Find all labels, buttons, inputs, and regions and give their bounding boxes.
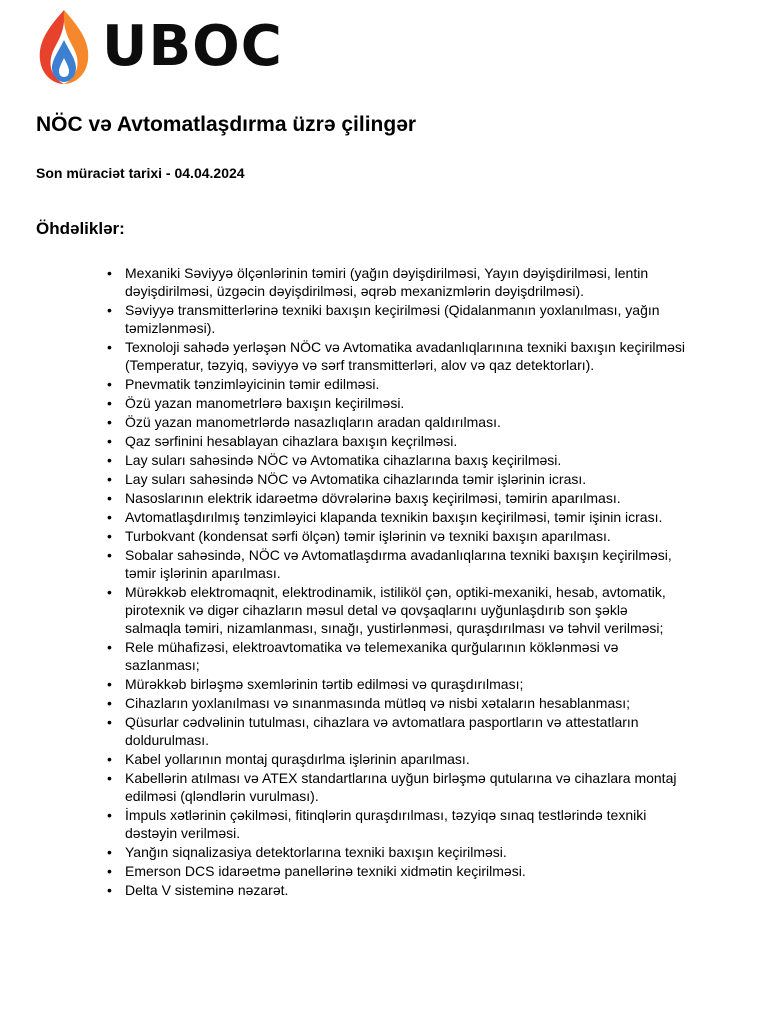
list-item (107, 750, 687, 768)
list-item-text: Emerson DCS idarəetmə panellərinə texniki xidmətin keçirilməsi. (125, 863, 526, 879)
list-item-text: Avtomatlaşdırılmış tənzimləyici klapanda texnikin baxışın keçirilməsi, təmir işinin icrası. (125, 509, 663, 525)
list-item (107, 546, 687, 582)
list-item-text: Özü yazan manometrlərə baxışın keçirilməsi. (125, 395, 405, 411)
list-item (107, 806, 687, 842)
list-item-text: İmpuls xətlərinin çəkilməsi, fitinqlərin quraşdırılması, təzyiqə sınaq testlərində texniki dəstəyin verilməsi. (125, 807, 647, 841)
bullet-icon: • (107, 490, 112, 506)
bullet-icon: • (107, 376, 112, 392)
job-title: NÖC və Avtomatlaşdırma üzrə çilingər (36, 113, 417, 136)
company-logo (34, 8, 283, 86)
bullet-icon: • (107, 265, 112, 281)
bullet-icon: • (107, 302, 112, 318)
list-item-text: Lay suları sahəsində NÖC və Avtomatika cihazlarına baxış keçirilməsi. (125, 452, 562, 468)
list-item (107, 375, 687, 393)
flame-drop-icon (34, 8, 94, 86)
bullet-icon: • (107, 584, 112, 600)
list-item-text: Rele mühafizəsi, elektroavtomatika və telemexanika qurğularının köklənməsi və sazlanması; (125, 639, 619, 673)
list-item (107, 675, 687, 693)
bullet-icon: • (107, 414, 112, 430)
bullet-icon: • (107, 452, 112, 468)
list-item-text: Delta V sisteminə nəzarət. (125, 882, 289, 898)
list-item (107, 583, 687, 637)
list-item-text: Cihazların yoxlanılması və sınanmasında mütləq və nisbi xətaların hesablanması; (125, 695, 631, 711)
list-item-text: Səviyyə transmitterlərinə texniki baxışın keçirilməsi (Qidalanmanın yoxlanılması, yağın təmizlənməsi). (125, 302, 660, 336)
bullet-icon: • (107, 751, 112, 767)
bullet-icon: • (107, 639, 112, 655)
list-item-text: Mexaniki Səviyyə ölçənlərinin təmiri (yağın dəyişdirilməsi, Yayın dəyişdirilməsi, lentin dəyişdirilməsi, üzgəcin dəyişdirilməsi, əqrəb mexanizmlərin dəyişdrilməsi). (125, 265, 649, 299)
list-item-text: Qüsurlar cədvəlinin tutulması, cihazlara və avtomatlara pasportların və attestatların doldurulması. (125, 714, 639, 748)
list-item (107, 881, 687, 899)
list-item-text: Mürəkkəb elektromaqnit, elektrodinamik, istiliköl çən, optiki-mexaniki, hesab, avtomatik, pirotexnik və digər cihazların məsul detal və qovşaqlarını uyğunlaşdırıb son şəklə salmaqla təmiri, nizamlanması, sınağı, yustirlənməsi, quraşdırılması və təhvil verilməsi; (125, 584, 666, 636)
list-item (107, 413, 687, 431)
bullet-icon: • (107, 807, 112, 823)
bullet-icon: • (107, 770, 112, 786)
list-item-text: Nasoslarının elektrik idarəetmə dövrələrinə baxış keçirilməsi, təmirin aparılması. (125, 490, 621, 506)
duties-heading: Öhdəliklər: (36, 219, 125, 238)
list-item-text: Mürəkkəb birləşmə sxemlərinin tərtib edilməsi və quraşdırılması; (125, 676, 524, 692)
application-deadline: Son müraciət tarixi - 04.04.2024 (36, 165, 245, 181)
list-item (107, 394, 687, 412)
bullet-icon: • (107, 528, 112, 544)
bullet-icon: • (107, 844, 112, 860)
bullet-icon: • (107, 714, 112, 730)
bullet-icon: • (107, 695, 112, 711)
bullet-icon: • (107, 339, 112, 355)
bullet-icon: • (107, 395, 112, 411)
list-item-text: Lay suları sahəsində NÖC və Avtomatika cihazlarında təmir işlərinin icrası. (125, 471, 587, 487)
list-item-text: Sobalar sahəsində, NÖC və Avtomatlaşdırma avadanlıqlarına texniki baxışın keçirilməsi, təmir işlərinin aparılması. (125, 547, 672, 581)
list-item (107, 694, 687, 712)
list-item-text: Yanğın siqnalizasiya detektorlarına texniki baxışın keçirilməsi. (125, 844, 507, 860)
list-item-text: Kabel yollarının montaj quraşdırlma işlərinin aparılması. (125, 751, 470, 767)
list-item (107, 862, 687, 880)
list-item-text: Pnevmatik tənzimləyicinin təmir edilməsi. (125, 376, 380, 392)
list-item (107, 470, 687, 488)
list-item-text: Qaz sərfinini hesablayan cihazlara baxışın keçrilməsi. (125, 433, 458, 449)
list-item (107, 451, 687, 469)
list-item-text: Texnoloji sahədə yerləşən NÖC və Avtomatika avadanlıqlarınına texniki baxışın keçirilməsi (Temperatur, təzyiq, səviyyə və sərf transmitterləri, alov və qaz detektorları). (125, 339, 686, 373)
bullet-icon: • (107, 509, 112, 525)
bullet-icon: • (107, 433, 112, 449)
bullet-icon: • (107, 676, 112, 692)
list-item (107, 638, 687, 674)
list-item (107, 264, 687, 300)
list-item (107, 769, 687, 805)
list-item (107, 489, 687, 507)
duties-list (107, 264, 687, 900)
list-item (107, 301, 687, 337)
brand-name: UBOC (102, 14, 283, 79)
list-item (107, 432, 687, 450)
list-item-text: Turbokvant (kondensat sərfi ölçən) təmir işlərinin və texniki baxışın aparılması. (125, 528, 611, 544)
list-item (107, 508, 687, 526)
bullet-icon: • (107, 863, 112, 879)
list-item-text: Kabellərin atılması və ATEX standartlarına uyğun birləşmə qutularına və cihazlara montaj edilməsi (qləndlərin vurulması). (125, 770, 677, 804)
bullet-icon: • (107, 547, 112, 563)
bullet-icon: • (107, 882, 112, 898)
bullet-icon: • (107, 471, 112, 487)
list-item (107, 527, 687, 545)
list-item (107, 338, 687, 374)
list-item (107, 713, 687, 749)
list-item (107, 843, 687, 861)
list-item-text: Özü yazan manometrlərdə nasazlıqların aradan qaldırılması. (125, 414, 501, 430)
